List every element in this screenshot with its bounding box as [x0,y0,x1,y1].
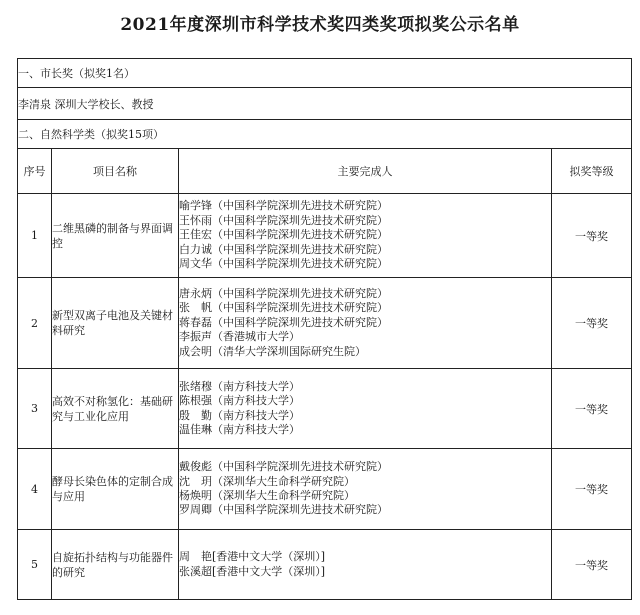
row-number: 2 [18,278,52,369]
row-number: 5 [18,530,52,600]
award-table [17,58,632,600]
person-entry: 喻学锋（中国科学院深圳先进技术研究院） [179,199,388,213]
award-level: 一等奖 [552,194,632,278]
table-header-row [18,149,632,194]
row-number: 4 [18,449,52,530]
person-entry: 白力诚（中国科学院深圳先进技术研究院） [179,242,388,256]
column-header-project: 项目名称 [52,149,179,194]
table-row [18,278,632,369]
project-name: 酵母长染色体的定制合成与应用 [52,449,179,530]
table-row [18,369,632,449]
section-heading-mayor-label: 一、市长奖（拟奖1名） [18,59,632,88]
project-name: 自旋拓扑结构与功能器件的研究 [52,530,179,600]
project-name: 二维黑磷的制备与界面调控 [52,194,179,278]
person-entry: 王怀雨（中国科学院深圳先进技术研究院） [179,213,388,227]
people-cell [179,530,552,600]
column-header-level: 拟奖等级 [552,149,632,194]
person-entry: 殷 勤（南方科技大学） [179,408,300,422]
people-cell [179,278,552,369]
person-entry: 成会明（清华大学深圳国际研究生院） [179,344,366,358]
project-name: 高效不对称氢化：基础研究与工业化应用 [52,369,179,449]
award-level: 一等奖 [552,449,632,530]
person-entry: 罗周卿（中国科学院深圳先进技术研究院） [179,503,388,517]
person-entry: 戴俊彪（中国科学院深圳先进技术研究院） [179,460,388,474]
person-entry: 唐永炳（中国科学院深圳先进技术研究院） [179,286,388,300]
table-row [18,449,632,530]
person-entry: 张溪超[香港中文大学（深圳）] [179,564,326,578]
section-heading-natural-science [18,120,632,149]
person-entry: 沈 玥（深圳华大生命科学研究院） [179,474,355,488]
table-row [18,530,632,600]
person-entry: 张绪穆（南方科技大学） [179,379,300,393]
award-level: 一等奖 [552,369,632,449]
people-cell [179,194,552,278]
person-entry: 周 艳[香港中文大学（深圳）] [179,550,326,564]
table-row [18,194,632,278]
people-cell [179,449,552,530]
row-number: 3 [18,369,52,449]
person-entry: 周文华（中国科学院深圳先进技术研究院） [179,257,388,271]
person-entry: 陈根强（南方科技大学） [179,394,300,408]
section-heading-natural-science-label: 二、自然科学类（拟奖15项） [18,120,632,149]
column-header-no: 序号 [18,149,52,194]
person-entry: 王佳宏（中国科学院深圳先进技术研究院） [179,228,388,242]
column-header-people: 主要完成人 [179,149,552,194]
document-title: 2021年度深圳市科学技术奖四类奖项拟奖公示名单 [120,15,520,35]
project-name: 新型双离子电池及关键材料研究 [52,278,179,369]
person-entry: 温佳琳（南方科技大学） [179,422,300,436]
row-number: 1 [18,194,52,278]
person-entry: 张 帆（中国科学院深圳先进技术研究院） [179,301,388,315]
mayor-award-row [18,88,632,120]
person-entry: 蒋春磊（中国科学院深圳先进技术研究院） [179,315,388,329]
person-entry: 杨焕明（深圳华大生命科学研究院） [179,489,355,502]
mayor-award-winner: 李清泉 深圳大学校长、教授 [18,88,632,120]
award-level: 一等奖 [552,530,632,600]
people-cell [179,369,552,449]
section-heading-mayor [18,59,632,88]
person-entry: 李振声（香港城市大学） [179,330,300,344]
award-level: 一等奖 [552,278,632,369]
